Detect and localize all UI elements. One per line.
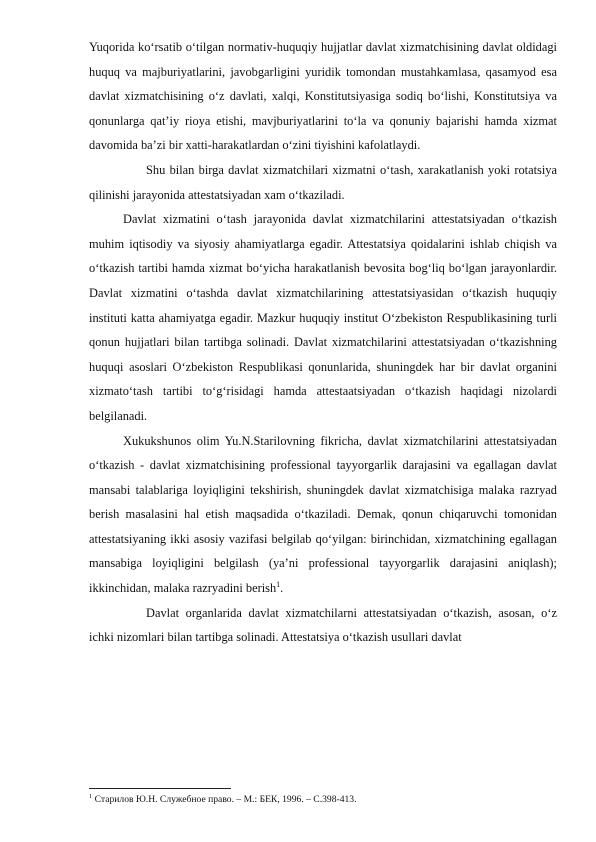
paragraph-starilov-text: Xukukshunos olim Yu.N.Starilovning fikricha, davlat xizmatchilarini attestatsiyadan o‘tkazish - davlat xizmatchisining professional tayyorgarlik darajasini va egallagan davlat mansabi talablariga loyiqligini tekshirish, shuningdek davlat xizmatchisiga malaka razryad berish masalasini hal etish maqsadida o‘tkaziladi. Demak, qonun chiqaruvchi tomonidan attestatsiyaning ikki asosiy vazifasi belgilab qo‘yilgan: birinchidan, xizmatchining egallagan mansabiga loyiqligini belgilash (ya’ni professional tayyorgarlik darajasini aniqlash); ikkinchidan, malaka razryadini berish: [89, 433, 557, 596]
paragraph-state-bodies: Davlat organlarida davlat xizmatchilarni attestatsiyadan o‘tkazish, asosan, o‘z ichki nizomlari bilan tartibga solinadi. Attestatsiya o‘tkazish usullari davlat: [89, 605, 557, 645]
paragraph-attestation-importance: Davlat xizmatini o‘tash jarayonida davlat xizmatchilarini attestatsiyadan o‘tkazish muhim iqtisodiy va siyosiy ahamiyatlarga egadir. Attestatsiya qoidalarini ishlab chiqish va o‘tkazish tartibi hamda xizmat bo‘yicha harakatlanish bevosita bog‘liq bo‘lgan jarayonlardir. Davlat xizmatini o‘tashda davlat xizmatchilarining attestatsiyasidan o‘tkazish huquqiy instituti katta ahamiyatga egadir. Mazkur huquqiy institut O‘zbekiston Respublikasining turli qonun hujjatlari bilan tartibga solinadi. Davlat xizmatchilarini attestatsiyadan o‘tkazishning huquqi asoslari O‘zbekiston Respublikasi qonunlarida, shuningdek har bir davlat organini xizmato‘tash tartibi to‘g‘risidagi hamda attestaatsiyadan o‘tkazish haqidagi nizolardi belgilanadi.: [89, 212, 557, 423]
paragraph-starilov-opinion: [89, 429, 557, 601]
paragraph-starilov-end: .: [280, 581, 284, 596]
footnote-divider: [89, 788, 231, 789]
footnote-reference[interactable]: 1: [276, 579, 281, 589]
footnote: [89, 793, 557, 806]
paragraph-intro: Yuqorida ko‘rsatib o‘tilgan normativ-huquqiy hujjatlar davlat xizmatchisining davlat oldidagi huquq va majburiyatlarini, javobgarligini yuridik tomondan mustahkamlasa, qasamyod esa davlat xizmatchisining o‘z davlati, xalqi, Konstitutsiyasiga sodiq bo‘lishi, Konstitutsiya va qonunlarga qat’iy rioya etishi, mavjburiyatlarini to‘la va qonuniy bajarishi hamda xizmat davomida ba’zi bir xatti-harakatlardan o‘zini tiyishini kafolatlaydi.: [89, 40, 557, 153]
paragraph-attestation-note: Shu bilan birga davlat xizmatchilari xizmatni o‘tash, xarakatlanish yoki rotatsiya qilinishi jarayonida attestatsiyadan xam o‘tkaziladi.: [89, 162, 557, 202]
footnote-number: 1: [89, 792, 93, 800]
document-body: [89, 35, 557, 650]
footnote-text: Старилов Ю.Н. Служебное право. – М.: БЕК, 1996. – С.398-413.: [94, 794, 357, 805]
